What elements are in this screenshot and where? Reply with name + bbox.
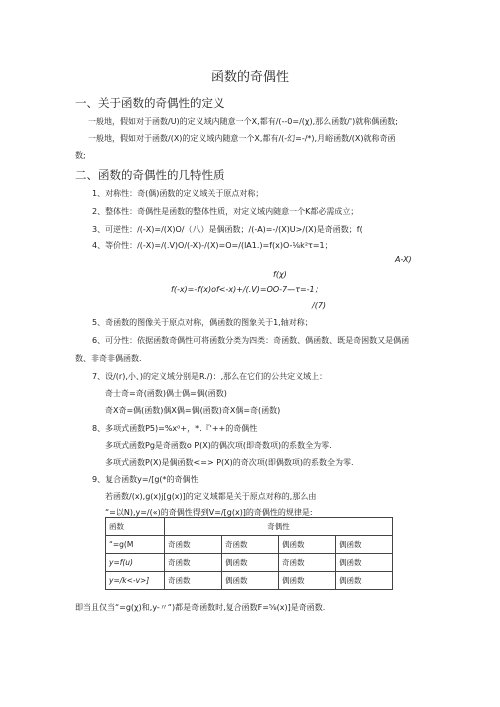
table-cell: 偶函数: [336, 536, 393, 554]
definition-odd-paragraph-line1: 一般地，假如对于函数/(X)的定义域内随意一个X,都有/(-幻=-/*),月峪函数/(X)就称奇函: [88, 134, 396, 143]
composite-conclusion: 即当且仅当“=g(χ)和,y-〃“)都是奇函数时,复合函数F=⅝(x)]是奇函数.: [75, 603, 326, 612]
formula-fragment-f7: /(7): [312, 301, 327, 310]
table-row-label: “=g(M: [106, 536, 165, 554]
table-cell: 偶函数: [336, 572, 393, 590]
rule-sum: 奇士奇=奇(函数)偶士偶=偶(函数): [105, 389, 227, 398]
table-cell: 偶函数: [279, 536, 336, 554]
definition-odd-paragraph-line2: 数;: [75, 151, 86, 160]
table-cell: 偶函数: [222, 572, 279, 590]
table-cell: 偶函数: [222, 554, 279, 572]
table-cell: 奇函数: [165, 572, 222, 590]
formula-fragment-ax: A-X): [395, 255, 412, 264]
table-row-label: y=f(u): [106, 554, 165, 572]
table-row: [106, 572, 393, 590]
property-classification-line2: 数、非奇非偶函数.: [75, 354, 142, 363]
definition-even-paragraph: 一般地，假如对于函数/U)的定义域内随意一个X,都有/(--0=/(χ),那么函数/')就称偶函数;: [88, 117, 398, 126]
property-polynomial: 8、多项式函数P5)=%x⁰+，*.『'++的奇偶性: [92, 424, 258, 433]
property-classification-line1: 6、可分性：依据函数奇偶性可将函数分类为四类：奇函数、偶函数、既是奇困数又是偶函: [92, 336, 410, 345]
table-row: [106, 536, 393, 554]
property-domain-rule: 7、设/(r),小、)的定义域分别是R./)：,那么在它们的公共定义域上：: [92, 372, 328, 381]
property-composite: 9、复合函数y=/[g(*的奇偶性: [92, 475, 199, 484]
property-graph-symmetry: 5、奇函数的图像关于原点对称，偶函数的图象关于1,轴对称；: [92, 318, 313, 327]
table-row: [106, 554, 393, 572]
composite-paragraph-line1: 若函数/(x),g(x)j[g(x)]的定义域都是关于原点对称的,那么由: [105, 492, 317, 501]
property-symmetry: 1、对称性：奇(偶)函数的定义域关于原点对称；: [92, 189, 264, 198]
polynomial-odd-rule: 多项式函数Pg是奇函数o P(X)的偶次项(即奇数项)的系数全为零.: [105, 441, 332, 450]
property-wholeness: 2、整体性：奇偶性是函数的整体性质，对定义域内随意一个K都必需成立；: [92, 207, 359, 216]
table-header-function: 函数: [106, 518, 165, 536]
formula-fragment-fx: f(χ): [273, 270, 287, 279]
page-title: 函数的奇偶性: [210, 70, 289, 85]
table-cell: 奇函数: [165, 554, 222, 572]
property-reversibility: 3、可逆性：/(-X)=/(X)O/（八）是偶函数；/(-A)=-/(X)U>/(X)是奇函数；f(: [92, 225, 363, 234]
composite-paragraph-line2: “=以N),y=/(«)的奇偶性得到V=/[g(x)]的奇偶性的规律是:: [105, 508, 313, 517]
table-row-label: y=/k<-v>]: [106, 572, 165, 590]
parity-table: [105, 517, 393, 590]
table-cell: 奇函数: [165, 536, 222, 554]
table-cell: 奇函数: [222, 536, 279, 554]
table-cell: 偶函数: [336, 554, 393, 572]
rule-product: 奇X奇=偶(函数)偶X偶=偶(函数)奇X偶=奇(函数): [105, 406, 281, 415]
table-cell: 奇函数: [279, 554, 336, 572]
table-header-parity: 奇偶性: [165, 518, 393, 536]
table-cell: 偶函数: [279, 572, 336, 590]
polynomial-even-rule: 多项式函数P(X)是偶函数<=> P(X)的奇次项(即偶数项)的系数全为零.: [105, 458, 354, 467]
property-equivalence: 4、等价性：/(-X)=/(.V)O/(-X)-/(X)=O=/(lA1.)=f(x)O-⅛k²τ=1；: [92, 241, 333, 250]
table-header-row: [106, 518, 393, 536]
formula-odd-equivalence: f(-x)=-f(x)of<-x)+/(.V)=OO-7—τ=-1；: [171, 285, 323, 294]
section-1-heading: 一、关于函数的奇偶性的定义: [75, 96, 225, 110]
section-2-heading: 二、函数的奇偶性的几特性质: [75, 168, 225, 182]
